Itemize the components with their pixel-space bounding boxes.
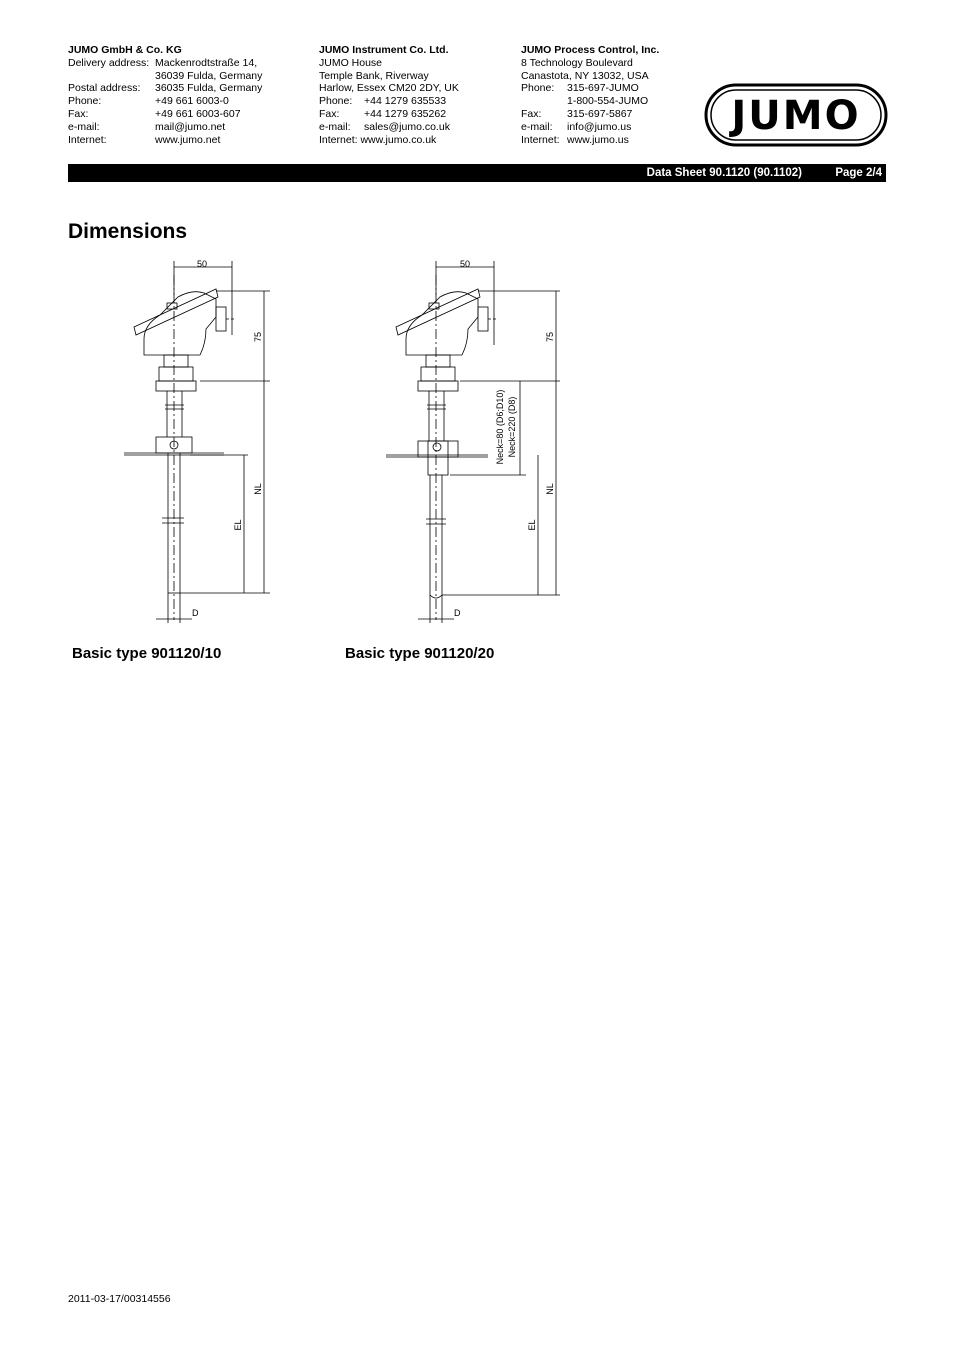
neck-fitting (156, 381, 196, 391)
datasheet-number: Data Sheet 90.1120 (90.1102) (646, 167, 802, 179)
field-label: Fax: (319, 107, 340, 120)
field-value: 315-697-5867 (567, 107, 633, 120)
field-value: 315-697-JUMO (567, 82, 639, 95)
field-label (521, 95, 567, 108)
dim-nl: NL (545, 483, 555, 495)
caption-type-10: Basic type 901120/10 (72, 645, 222, 662)
cable-gland (478, 307, 488, 331)
address-block-usa (521, 44, 659, 146)
jumo-logo (704, 83, 888, 147)
field-label: Phone: (521, 82, 555, 95)
field-value: 1-800-554-JUMO (567, 95, 649, 108)
dim-neck-220: Neck=220 (D8) (507, 396, 517, 458)
field-value: 36035 Fulda, Germany (155, 82, 263, 95)
field-label: Phone: (319, 95, 353, 108)
terminal-head (406, 292, 478, 355)
company-name: JUMO Instrument Co. Ltd. (319, 44, 449, 56)
field-value: 8 Technology Boulevard (521, 56, 633, 69)
address-block-germany (68, 44, 262, 146)
field-label: e-mail: (319, 120, 351, 133)
email-link[interactable]: info@jumo.us (567, 120, 632, 133)
dim-el: EL (527, 519, 537, 531)
logo-text: JUMO (731, 93, 861, 139)
website-link[interactable]: www.jumo.co.uk (360, 133, 437, 146)
dim-d: D (192, 608, 199, 618)
neck-fitting (418, 381, 458, 391)
field-value: Canastota, NY 13032, USA (521, 69, 649, 82)
dim-neck-80: Neck=80 (D6;D10) (495, 389, 505, 465)
website-link[interactable]: www.jumo.us (567, 133, 629, 146)
page-number: Page 2/4 (835, 167, 882, 179)
email-link[interactable]: mail@jumo.net (155, 120, 226, 133)
field-label: Internet: (319, 133, 358, 146)
email-link[interactable]: sales@jumo.co.uk (364, 120, 450, 133)
field-label: Postal address: (68, 82, 141, 95)
dimension-drawing-type-20 (380, 255, 570, 625)
field-label (68, 70, 155, 83)
dim-height: 75 (253, 331, 263, 343)
field-value: 36039 Fulda, Germany (155, 69, 263, 82)
dim-nl: NL (253, 483, 263, 495)
company-name: JUMO GmbH & Co. KG (68, 44, 182, 56)
dim-el: EL (233, 519, 243, 531)
section-title: Dimensions (68, 220, 188, 243)
dim-width: 50 (459, 259, 471, 269)
address-block-uk (319, 44, 459, 146)
document-id-footer: 2011-03-17/00314556 (68, 1293, 171, 1305)
field-value: JUMO House (319, 56, 383, 69)
field-label: e-mail: (68, 120, 100, 133)
cable-gland (216, 307, 226, 331)
field-label: Fax: (68, 107, 89, 120)
field-value: Mackenrodtstraße 14, (155, 56, 258, 69)
caption-type-20: Basic type 901120/20 (345, 645, 495, 662)
dim-width: 50 (196, 259, 208, 269)
field-value: Temple Bank, Riverway (319, 69, 429, 82)
field-label: Delivery address: (68, 56, 150, 69)
clamp-screw-icon (433, 443, 441, 451)
field-label: e-mail: (521, 120, 553, 133)
website-link[interactable]: www.jumo.net (155, 133, 221, 146)
dim-d: D (454, 608, 461, 618)
field-label: Internet: (521, 133, 560, 146)
field-value: +44 1279 635533 (364, 95, 447, 108)
field-value: +49 661 6003-0 (155, 95, 229, 108)
field-value: +44 1279 635262 (364, 107, 447, 120)
field-value: Harlow, Essex CM20 2DY, UK (319, 82, 459, 95)
dimension-drawing-type-10 (120, 255, 280, 625)
field-label: Fax: (521, 107, 542, 120)
terminal-head (144, 292, 216, 355)
field-value: +49 661 6003-607 (155, 107, 241, 120)
company-name: JUMO Process Control, Inc. (521, 44, 660, 56)
field-label: Phone: (68, 95, 102, 108)
datasheet-header-bar (68, 164, 886, 182)
dim-height: 75 (545, 331, 555, 343)
field-label: Internet: (68, 133, 107, 146)
